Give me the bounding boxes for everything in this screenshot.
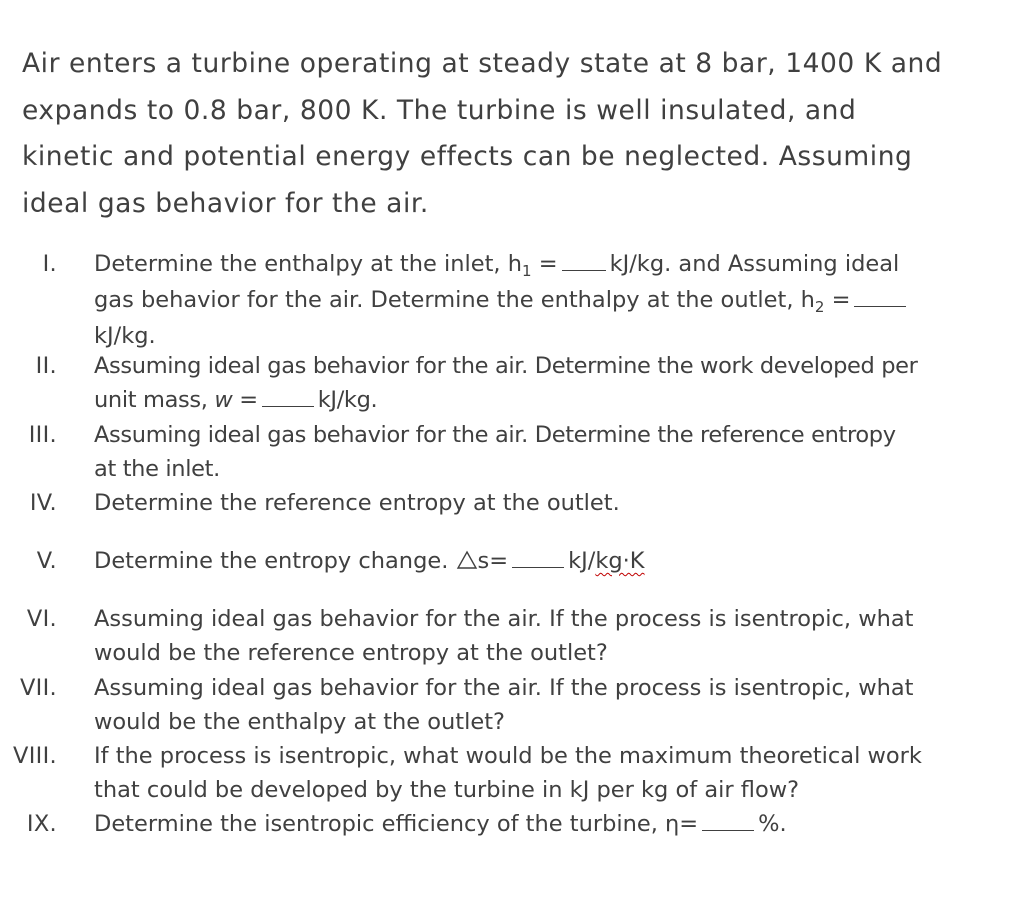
- question-line: Assuming ideal gas behavior for the air. If the process is isentropic, what: [94, 606, 914, 632]
- question-text: [94, 544, 974, 578]
- question-line: Assuming ideal gas behavior for the air. If the process is isentropic, what: [94, 675, 914, 701]
- question-number: I.: [42, 251, 57, 277]
- question-number: VII.: [19, 675, 57, 701]
- question-line: Determine the reference entropy at the outlet.: [94, 490, 620, 516]
- question-line: Assuming ideal gas behavior for the air. Determine the work developed per: [94, 353, 918, 379]
- question-line: kJ/kg.: [94, 323, 156, 349]
- question-number: V.: [36, 548, 57, 574]
- problem-line-4: ideal gas behavior for the air.: [22, 187, 429, 219]
- question-line: Determine the entropy change. s= kJ/kg·K: [94, 544, 974, 578]
- delta-icon: [456, 550, 478, 570]
- answer-blank-work[interactable]: [262, 384, 314, 407]
- question-text: [94, 418, 974, 486]
- question-number: VI.: [26, 606, 57, 632]
- problem-line-3: kinetic and potential energy effects can be neglected. Assuming: [22, 141, 913, 172]
- question-number: II.: [35, 353, 57, 379]
- problem-line-1: Air enters a turbine operating at steady state at 8 bar, 1400 K and: [22, 48, 943, 79]
- answer-blank-h2[interactable]: [854, 284, 906, 307]
- question-line: that could be developed by the turbine in kJ per kg of air flow?: [94, 777, 800, 803]
- question-text: [94, 739, 974, 807]
- question-line: gas behavior for the air. Determine the enthalpy at the outlet, $h_2$ =: [94, 283, 974, 319]
- question-text: [94, 486, 974, 520]
- question-text: [94, 807, 974, 841]
- answer-blank-h1[interactable]: [562, 248, 606, 271]
- question-line: If the process is isentropic, what would be the maximum theoretical work: [94, 743, 922, 769]
- question-number: IX.: [26, 811, 57, 837]
- question-text: [94, 247, 974, 353]
- question-line: Determine the enthalpy at the inlet, $h_1 = kJ/kg$. and Assuming ideal: [94, 247, 974, 283]
- answer-blank-efficiency[interactable]: [702, 808, 754, 831]
- question-number: VIII.: [13, 743, 57, 769]
- question-line: Determine the isentropic efficiency of the turbine, η= %.: [94, 807, 974, 841]
- question-text: [94, 671, 974, 739]
- question-text: [94, 602, 974, 670]
- question-text: [94, 349, 974, 417]
- question-line: would be the reference entropy at the outlet?: [94, 640, 608, 666]
- question-number: III.: [28, 422, 57, 448]
- question-line: unit mass, w = kJ/kg.: [94, 383, 974, 417]
- problem-line-2: expands to 0.8 bar, 800 K. The turbine is well insulated, and: [22, 94, 857, 126]
- question-line: Assuming ideal gas behavior for the air. Determine the reference entropy: [94, 422, 896, 448]
- answer-blank-entropy[interactable]: [512, 545, 564, 568]
- question-line: at the inlet.: [94, 456, 220, 482]
- question-number: IV.: [29, 490, 57, 516]
- question-line: would be the enthalpy at the outlet?: [94, 709, 505, 735]
